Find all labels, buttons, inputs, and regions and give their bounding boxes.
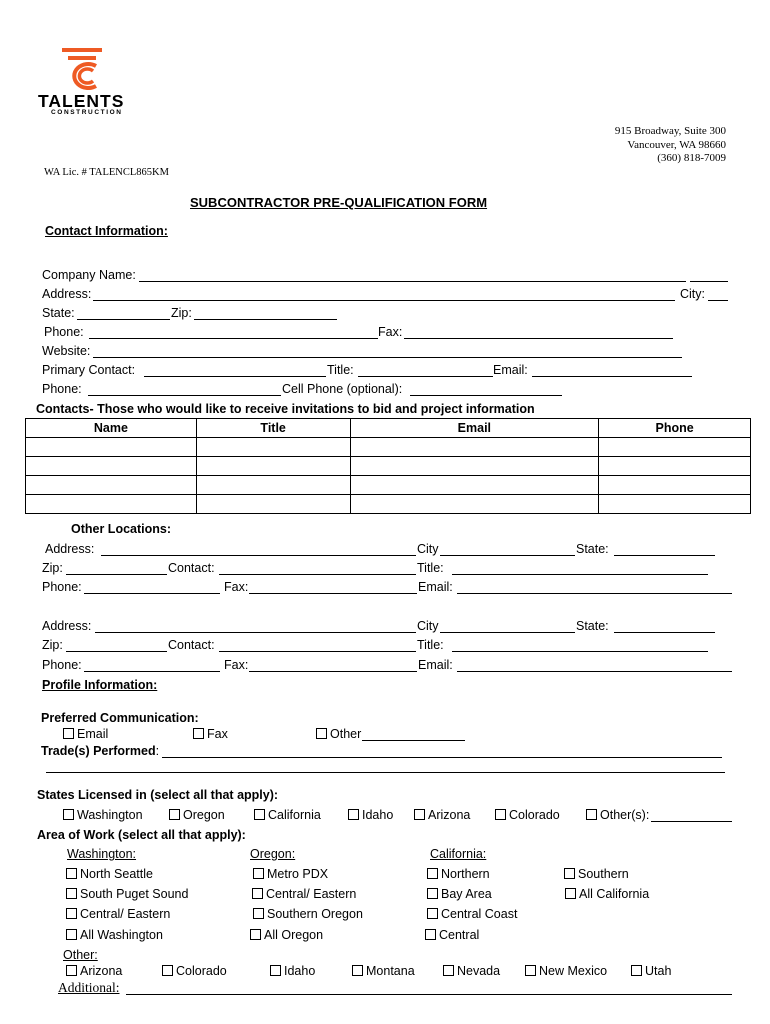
company-name-extra-field[interactable] [690, 281, 728, 282]
checkbox-icon[interactable] [316, 728, 327, 739]
loc1-address-field[interactable] [101, 555, 416, 556]
loc1-title-field[interactable] [452, 574, 708, 575]
area-all-oregon-option[interactable] [250, 929, 323, 942]
pref-fax-label: Fax [207, 727, 228, 741]
company-name-label: Company Name: [42, 268, 136, 282]
loc2-email-label: Email: [418, 658, 453, 672]
additional-label: Additional: [58, 980, 120, 995]
other-colorado-label: Colorado [176, 964, 227, 978]
fax-field[interactable] [404, 338, 673, 339]
loc1-contact-field[interactable] [219, 574, 416, 575]
preferred-communication-label: Preferred Communication: [41, 711, 199, 725]
address-line-2: Vancouver, WA 98660 [627, 139, 726, 151]
loc1-state-field[interactable] [614, 555, 715, 556]
table-cell[interactable] [599, 438, 751, 457]
cell-phone-label: Cell Phone (optional): [282, 382, 403, 396]
area-or-central-eastern-label: Central/ Eastern [266, 887, 357, 901]
area-of-work-heading: Area of Work (select all that apply): [37, 828, 246, 842]
loc2-fax-label: Fax: [224, 658, 249, 672]
table-cell[interactable] [26, 457, 197, 476]
primary-email-label: Email: [493, 363, 528, 377]
checkbox-icon[interactable] [564, 868, 575, 879]
state-arizona-option[interactable] [414, 809, 470, 822]
other-locations-heading: Other Locations: [71, 522, 172, 536]
state-idaho-option[interactable] [348, 809, 393, 822]
table-cell[interactable] [350, 476, 599, 495]
checkbox-icon[interactable] [525, 965, 536, 976]
checkbox-icon[interactable] [253, 908, 264, 919]
area-bay-area-option[interactable] [427, 888, 492, 901]
primary-email-field[interactable] [532, 376, 692, 377]
other-nevada-label: Nevada [457, 964, 501, 978]
area-all-oregon-label: All Oregon [264, 928, 324, 942]
primary-contact-field[interactable] [144, 376, 326, 377]
other-colorado-option[interactable] [162, 965, 227, 978]
loc1-title-label: Title: [417, 561, 444, 575]
checkbox-icon[interactable] [270, 965, 281, 976]
loc2-fax-field[interactable] [249, 671, 417, 672]
oregon-heading: Oregon: [250, 847, 296, 861]
profile-info-heading: Profile Information: [42, 678, 158, 692]
checkbox-icon[interactable] [352, 965, 363, 976]
trades-field[interactable] [162, 757, 722, 758]
trades-label: Trade(s) Performed [41, 744, 156, 758]
fax-label: Fax: [378, 325, 403, 339]
table-cell[interactable] [350, 457, 599, 476]
pref-other-field[interactable] [362, 740, 465, 741]
state-washington-label: Washington [77, 808, 143, 822]
loc1-email-field[interactable] [457, 593, 732, 594]
state-arizona-label: Arizona [428, 808, 471, 822]
area-central-coast-option[interactable] [427, 908, 517, 921]
checkbox-icon[interactable] [414, 809, 425, 820]
address-phone: (360) 818-7009 [657, 152, 726, 164]
checkbox-icon[interactable] [495, 809, 506, 820]
phone-label: Phone: [44, 325, 84, 339]
states-licensed-heading: States Licensed in (select all that apply): [37, 788, 279, 802]
area-all-washington-option[interactable] [66, 929, 163, 942]
checkbox-icon[interactable] [63, 728, 74, 739]
checkbox-icon[interactable] [427, 888, 438, 899]
state-colorado-option[interactable] [495, 809, 560, 822]
area-bay-area-label: Bay Area [441, 887, 492, 901]
loc2-address-field[interactable] [95, 632, 416, 633]
table-cell[interactable] [196, 476, 350, 495]
checkbox-icon[interactable] [586, 809, 597, 820]
loc1-zip-label: Zip: [42, 561, 63, 575]
pref-other-option[interactable] [316, 728, 361, 741]
other-utah-label: Utah [645, 964, 672, 978]
primary-phone-field[interactable] [88, 395, 281, 396]
table-cell[interactable] [599, 495, 751, 514]
state-oregon-option[interactable] [169, 809, 225, 822]
address-label: Address: [42, 287, 92, 301]
loc1-email-label: Email: [418, 580, 453, 594]
other-arizona-option[interactable] [66, 965, 122, 978]
other-arizona-label: Arizona [80, 964, 123, 978]
primary-phone-label: Phone: [42, 382, 82, 396]
checkbox-icon[interactable] [427, 868, 438, 879]
trades-field-line-2[interactable] [46, 772, 725, 773]
table-cell[interactable] [350, 495, 599, 514]
table-cell[interactable] [196, 457, 350, 476]
checkbox-icon[interactable] [169, 809, 180, 820]
logo-wordmark: TALENTS [38, 91, 125, 111]
checkbox-icon[interactable] [66, 888, 77, 899]
area-metro-pdx-option[interactable] [253, 868, 328, 881]
header-title: Title [196, 419, 350, 438]
state-label: State: [42, 306, 75, 320]
additional-field[interactable] [126, 994, 732, 995]
area-north-seattle-label: North Seattle [80, 867, 153, 881]
state-washington-option[interactable] [63, 809, 143, 822]
table-cell[interactable] [26, 438, 197, 457]
zip-field[interactable] [194, 319, 337, 320]
checkbox-icon[interactable] [162, 965, 173, 976]
zip-label: Zip: [171, 306, 192, 320]
area-southern-option[interactable] [564, 868, 629, 881]
state-california-option[interactable] [254, 809, 321, 822]
area-central-label: Central [439, 928, 480, 942]
loc2-city-field[interactable] [440, 632, 575, 633]
state-oregon-label: Oregon [183, 808, 225, 822]
address-field[interactable] [93, 300, 675, 301]
table-cell[interactable] [26, 476, 197, 495]
header-phone: Phone [599, 419, 751, 438]
primary-title-label: Title: [327, 363, 354, 377]
other-utah-option[interactable] [631, 965, 671, 978]
header-name: Name [26, 419, 197, 438]
area-central-coast-label: Central Coast [441, 907, 518, 921]
contacts-table-header [26, 419, 751, 438]
table-cell[interactable] [599, 457, 751, 476]
form-title: SUBCONTRACTOR PRE-QUALIFICATION FORM [190, 195, 488, 210]
loc2-address-label: Address: [42, 619, 92, 633]
address-line-1: 915 Broadway, Suite 300 [614, 125, 726, 137]
area-central-option[interactable] [425, 929, 479, 942]
table-row [26, 438, 751, 457]
area-south-puget-sound-option[interactable] [66, 888, 188, 901]
other-heading: Other: [63, 948, 98, 962]
pref-email-label: Email [77, 727, 109, 741]
loc2-phone-label: Phone: [42, 658, 82, 672]
checkbox-icon[interactable] [66, 868, 77, 879]
state-california-label: California [268, 808, 321, 822]
trades-colon: : [155, 744, 160, 758]
loc1-contact-label: Contact: [168, 561, 215, 575]
pref-email-option[interactable] [63, 728, 108, 741]
area-southern-oregon-option[interactable] [253, 908, 363, 921]
loc1-city-field[interactable] [440, 555, 575, 556]
loc1-phone-field[interactable] [84, 593, 220, 594]
other-montana-label: Montana [366, 964, 415, 978]
area-north-seattle-option[interactable] [66, 868, 153, 881]
pref-other-label: Other [330, 727, 362, 741]
phone-field[interactable] [89, 338, 378, 339]
other-new-mexico-option[interactable] [525, 965, 607, 978]
checkbox-icon[interactable] [66, 929, 77, 940]
other-montana-option[interactable] [352, 965, 415, 978]
checkbox-icon[interactable] [66, 908, 77, 919]
state-field[interactable] [77, 319, 170, 320]
primary-title-field[interactable] [358, 376, 493, 377]
header-email: Email [350, 419, 599, 438]
loc2-title-label: Title: [417, 638, 444, 652]
loc2-contact-field[interactable] [219, 651, 416, 652]
area-wa-central-eastern-option[interactable] [66, 908, 170, 921]
table-cell[interactable] [599, 476, 751, 495]
license-number: WA Lic. # TALENCL865KM [44, 167, 169, 178]
city-field[interactable] [708, 300, 728, 301]
area-northern-option[interactable] [427, 868, 490, 881]
contact-info-heading: Contact Information: [45, 224, 168, 238]
table-cell[interactable] [196, 495, 350, 514]
area-southern-oregon-label: Southern Oregon [267, 907, 363, 921]
table-row [26, 457, 751, 476]
loc1-fax-label: Fax: [224, 580, 249, 594]
checkbox-icon[interactable] [427, 908, 438, 919]
table-row [26, 495, 751, 514]
logo-subtext: CONSTRUCTION [51, 109, 123, 116]
loc2-state-field[interactable] [614, 632, 715, 633]
company-name-field[interactable] [139, 281, 686, 282]
area-all-washington-label: All Washington [80, 928, 163, 942]
loc1-address-label: Address: [45, 542, 95, 556]
loc2-contact-label: Contact: [168, 638, 215, 652]
state-idaho-label: Idaho [362, 808, 394, 822]
other-nevada-option[interactable] [443, 965, 500, 978]
washington-heading: Washington: [67, 847, 137, 861]
website-label: Website: [42, 344, 91, 358]
state-others-field[interactable] [651, 821, 732, 822]
contacts-table-heading: Contacts- Those who would like to receive invitations to bid and project information [36, 402, 535, 416]
checkbox-icon[interactable] [425, 929, 436, 940]
area-south-puget-sound-label: South Puget Sound [80, 887, 189, 901]
table-cell[interactable] [196, 438, 350, 457]
state-others-option[interactable] [586, 809, 649, 822]
loc1-state-label: State: [576, 542, 609, 556]
city-label: City: [680, 287, 705, 301]
checkbox-icon[interactable] [443, 965, 454, 976]
area-all-california-option[interactable] [565, 888, 649, 901]
loc1-city-label: City [417, 542, 439, 556]
loc2-title-field[interactable] [452, 651, 708, 652]
table-cell[interactable] [350, 438, 599, 457]
loc1-fax-field[interactable] [249, 593, 417, 594]
table-cell[interactable] [26, 495, 197, 514]
checkbox-icon[interactable] [348, 809, 359, 820]
other-idaho-option[interactable] [270, 965, 315, 978]
loc1-phone-label: Phone: [42, 580, 82, 594]
area-southern-label: Southern [578, 867, 629, 881]
checkbox-icon[interactable] [250, 929, 261, 940]
area-northern-label: Northern [441, 867, 490, 881]
loc2-phone-field[interactable] [84, 671, 220, 672]
loc2-zip-label: Zip: [42, 638, 63, 652]
state-colorado-label: Colorado [509, 808, 560, 822]
loc1-zip-field[interactable] [66, 574, 167, 575]
checkbox-icon[interactable] [565, 888, 576, 899]
area-metro-pdx-label: Metro PDX [267, 867, 329, 881]
checkbox-icon[interactable] [252, 888, 263, 899]
website-field[interactable] [93, 357, 682, 358]
area-all-california-label: All California [579, 887, 650, 901]
table-row [26, 476, 751, 495]
loc2-email-field[interactable] [457, 671, 732, 672]
loc2-state-label: State: [576, 619, 609, 633]
area-wa-central-eastern-label: Central/ Eastern [80, 907, 171, 921]
contacts-table [25, 418, 751, 514]
pref-fax-option[interactable] [193, 728, 228, 741]
checkbox-icon[interactable] [254, 809, 265, 820]
california-heading: California: [430, 847, 487, 861]
checkbox-icon[interactable] [66, 965, 77, 976]
checkbox-icon[interactable] [631, 965, 642, 976]
other-new-mexico-label: New Mexico [539, 964, 608, 978]
loc2-zip-field[interactable] [66, 651, 167, 652]
checkbox-icon[interactable] [253, 868, 264, 879]
checkbox-icon[interactable] [193, 728, 204, 739]
area-or-central-eastern-option[interactable] [252, 888, 356, 901]
checkbox-icon[interactable] [63, 809, 74, 820]
primary-contact-label: Primary Contact: [42, 363, 136, 377]
loc2-city-label: City [417, 619, 439, 633]
logo-mark-icon [62, 48, 102, 90]
cell-phone-field[interactable] [410, 395, 562, 396]
other-idaho-label: Idaho [284, 964, 316, 978]
state-others-label: Other(s): [600, 808, 650, 822]
